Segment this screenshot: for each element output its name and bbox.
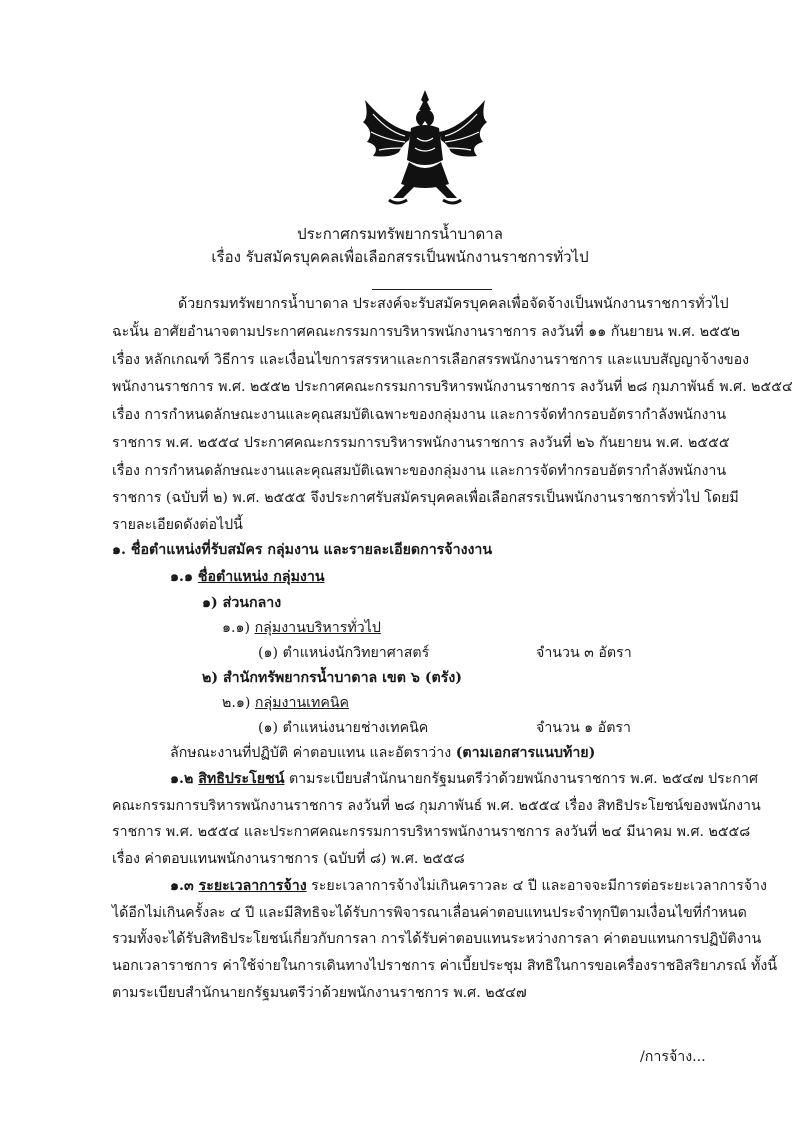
subsection-1-3-line-5: ตามระเบียบสำนักนายกรัฐมนตรีว่าด้วยพนักงานราชการ พ.ศ. ๒๕๔๗ <box>112 985 527 1001</box>
subsection-1-2-line-1 <box>170 769 758 789</box>
position-scientist-count: จำนวน ๓ อัตรา <box>536 645 632 661</box>
subsection-1-1-number: ๑.๑ <box>170 569 198 585</box>
subsection-1-1-title: ชื่อตำแหน่ง กลุ่มงาน <box>197 569 325 585</box>
intro-line-2: ฉะนั้น อาศัยอำนาจตามประกาศคณะกรรมการบริหารพนักงานราชการ ลงวันที่ ๑๑ กันยายน พ.ศ. ๒๕๕๒ <box>112 324 740 340</box>
position-scientist: (๑) ตำแหน่งนักวิทยาศาสตร์ <box>258 645 430 661</box>
subsection-1-2-text: ตามระเบียบสำนักนายกรัฐมนตรีว่าด้วยพนักงานราชการ พ.ศ. ๒๕๔๗ ประกาศ <box>284 771 758 787</box>
intro-line-9: รายละเอียดดังต่อไปนี้ <box>112 517 243 533</box>
subsection-1-2-line-4: เรื่อง ค่าตอบแทนพนักงานราชการ (ฉบับที่ ๘) พ.ศ. ๒๕๕๘ <box>112 851 465 867</box>
unit-central-group-number: ๑.๑) <box>222 620 255 636</box>
subsection-1-2-number: ๑.๒ <box>170 771 199 787</box>
section-1-heading: ๑. ชื่อตำแหน่งที่รับสมัคร กลุ่มงาน และรายละเอียดการจ้างงาน <box>112 542 493 558</box>
subsection-1-3-line-3: รวมทั้งจะได้รับสิทธิประโยชน์เกี่ยวกับการลา การได้รับค่าตอบแทนระหว่างการลา ค่าตอบแทนการปฏิบัติงาน <box>112 931 762 947</box>
subsection-1-3-text: ระยะเวลาการจ้างไม่เกินคราวละ ๔ ปี และอาจจะมีการต่อระยะเวลาการจ้าง <box>306 878 767 894</box>
attachment-note-text: ลักษณะงานที่ปฏิบัติ ค่าตอบแทน และอัตราว่าง <box>170 745 456 761</box>
subsection-1-2-line-3: ราชการ พ.ศ. ๒๕๕๔ และประกาศคณะกรรมการบริหารพนักงานราชการ ลงวันที่ ๒๔ มีนาคม พ.ศ. ๒๕๕๘ <box>112 824 751 840</box>
unit-central-group-name: กลุ่มงานบริหารทั่วไป <box>254 620 381 636</box>
subsection-1-3-number: ๑.๓ <box>170 878 199 894</box>
unit-region-6-group-name: กลุ่มงานเทคนิค <box>254 695 350 711</box>
intro-line-7: เรื่อง การกำหนดลักษณะงานและคุณสมบัติเฉพาะของกลุ่มงาน และการจัดทำกรอบอัตรากำลังพนักงาน <box>112 463 727 479</box>
subsection-1-3-line-4: นอกเวลาราชการ ค่าใช้จ่ายในการเดินทางไปราชการ ค่าเบี้ยประชุม สิทธิในการขอเครื่องราชอิสริยาภรณ์ ทั้งนี้ <box>112 958 778 974</box>
attachment-note-bold: (ตามเอกสารแนบท้าย) <box>455 745 596 761</box>
intro-line-5: เรื่อง การกำหนดลักษณะงานและคุณสมบัติเฉพาะของกลุ่มงาน และการจัดทำกรอบอัตรากำลังพนักงาน <box>112 407 727 423</box>
intro-line-4: พนักงานราชการ พ.ศ. ๒๕๕๒ ประกาศคณะกรรมการบริหารพนักงานราชการ ลงวันที่ ๒๘ กุมภาพันธ์ พ.ศ. ๒๕๕๔ <box>112 379 793 395</box>
title-divider <box>372 289 492 290</box>
announcement-title: ประกาศกรมทรัพยากรน้ำบาดาล <box>297 225 503 243</box>
subsection-1-3-line-1 <box>170 876 767 896</box>
subsection-1-3-line-2: ได้อีกไม่เกินครั้งละ ๔ ปี และมีสิทธิจะได้รับการพิจารณาเลื่อนค่าตอบแทนประจำทุกปีตามเงื่อนไขที่กำหนด <box>112 905 747 921</box>
unit-central-group <box>222 618 381 638</box>
intro-line-8: ราชการ (ฉบับที่ ๒) พ.ศ. ๒๕๕๕ จึงประกาศรับสมัครบุคคลเพื่อเลือกสรรเป็นพนักงานราชการทั่วไป โดยมี <box>112 490 739 506</box>
subsection-1-2-line-2: คณะกรรมการบริหารพนักงานราชการ ลงวันที่ ๒๘ กุมภาพันธ์ พ.ศ. ๒๕๕๔ เรื่อง สิทธิประโยชน์ของพนักงาน <box>112 798 761 814</box>
garuda-emblem-icon <box>359 88 491 208</box>
announcement-subject: เรื่อง รับสมัครบุคคลเพื่อเลือกสรรเป็นพนักงานราชการทั่วไป <box>211 248 589 266</box>
unit-region-6: ๒) สำนักทรัพยากรน้ำบาดาล เขต ๖ (ตรัง) <box>202 670 463 686</box>
subsection-1-3-title: ระยะเวลาการจ้าง <box>198 878 307 894</box>
subsection-1-1 <box>170 567 325 587</box>
position-technician: (๑) ตำแหน่งนายช่างเทคนิค <box>258 720 429 736</box>
intro-line-3: เรื่อง หลักเกณฑ์ วิธีการ และเงื่อนไขการสรรหาและการเลือกสรรพนักงานราชการ และแบบสัญญาจ้างของ <box>112 352 750 368</box>
unit-region-6-group <box>222 693 349 713</box>
position-technician-count: จำนวน ๑ อัตรา <box>536 720 631 736</box>
intro-line-1: ด้วยกรมทรัพยากรน้ำบาดาล ประสงค์จะรับสมัครบุคคลเพื่อจัดจ้างเป็นพนักงานราชการทั่วไป <box>178 296 729 312</box>
subsection-1-2-title: สิทธิประโยชน์ <box>198 771 285 787</box>
continued-marker: /การจ้าง... <box>640 1049 706 1065</box>
intro-line-6: ราชการ พ.ศ. ๒๕๕๔ ประกาศคณะกรรมการบริหารพนักงานราชการ ลงวันที่ ๒๖ กันยายน พ.ศ. ๒๕๕๕ <box>112 435 730 451</box>
unit-central: ๑) ส่วนกลาง <box>202 595 282 611</box>
unit-region-6-group-number: ๒.๑) <box>222 695 255 711</box>
attachment-note <box>170 743 595 763</box>
